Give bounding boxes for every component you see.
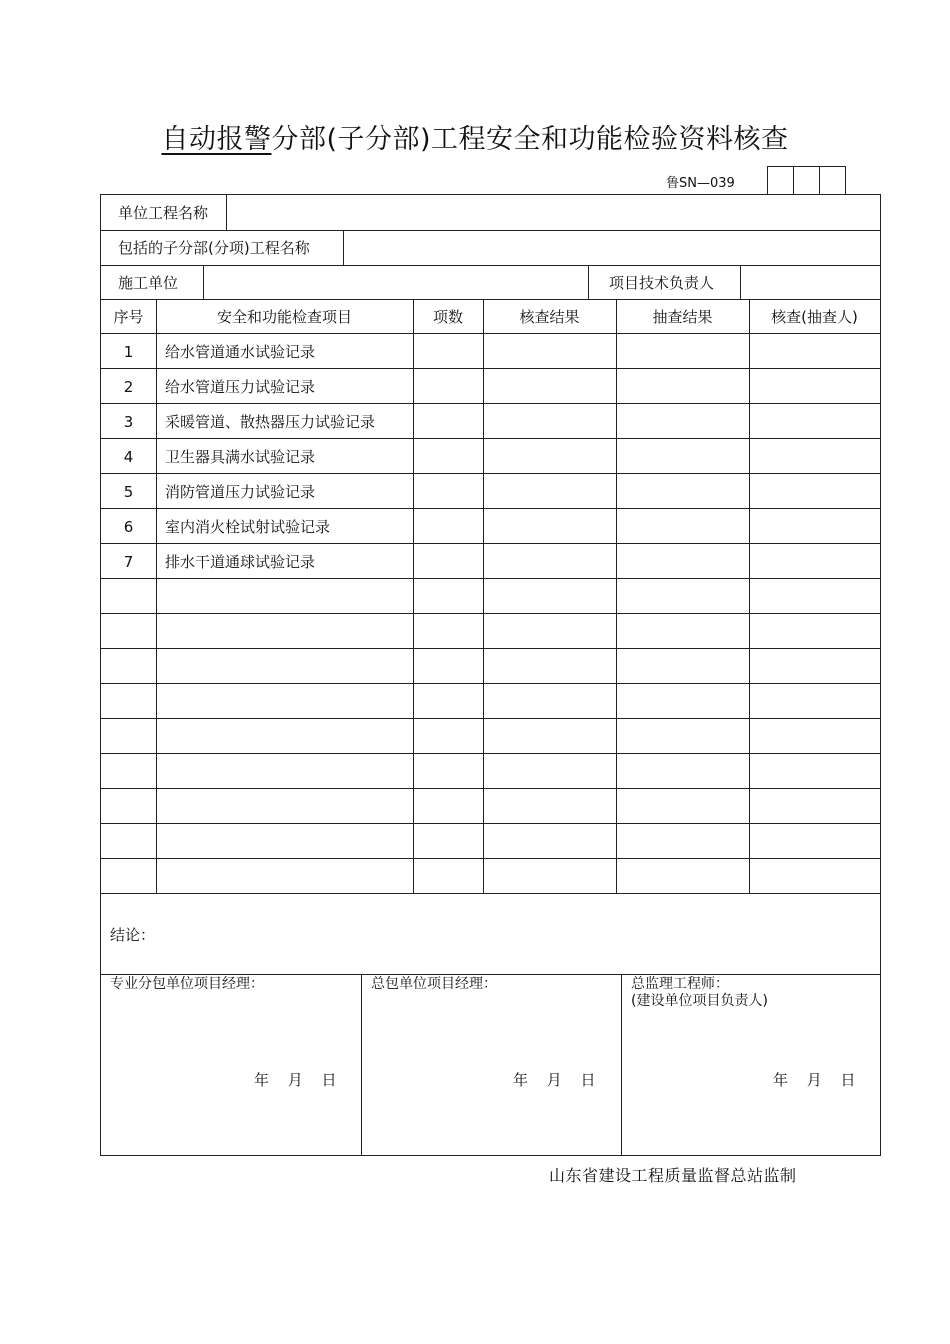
unit-project-field[interactable]	[227, 195, 880, 230]
check-result-field[interactable]	[484, 474, 616, 509]
inspector-field[interactable]	[750, 404, 880, 439]
row-number	[101, 684, 156, 719]
row-number: 6	[123, 517, 134, 536]
sub-project-field[interactable]	[344, 230, 880, 265]
code-box[interactable]	[794, 167, 820, 194]
spot-result-field[interactable]	[617, 789, 749, 824]
spot-result-field[interactable]	[617, 684, 749, 719]
sub-project-label: 包括的子分部(分项)工程名称	[118, 239, 310, 257]
spot-result-field[interactable]	[617, 614, 749, 649]
col-header-inspector: 核查(抽查人)	[771, 308, 858, 326]
check-result-field[interactable]	[484, 824, 616, 859]
row-number	[101, 754, 156, 789]
contractor-row	[101, 265, 880, 300]
count-field[interactable]	[414, 754, 483, 789]
title-underlined-part: 自动报警	[161, 124, 272, 155]
check-item: 室内消火栓试射试验记录	[165, 518, 331, 536]
check-result-field[interactable]	[484, 649, 616, 684]
spot-result-field[interactable]	[617, 509, 749, 544]
sub-pm-signature[interactable]	[101, 974, 361, 1155]
chief-supervisor-subtitle: (建设单位项目负责人)	[631, 993, 768, 1009]
chief-supervisor-date: 年 月 日	[773, 1071, 856, 1089]
check-result-field[interactable]	[484, 789, 616, 824]
spot-result-field[interactable]	[617, 579, 749, 614]
spot-result-field[interactable]	[617, 544, 749, 579]
row-number	[101, 579, 156, 614]
tech-lead-label: 项目技术负责人	[609, 273, 715, 292]
row-number	[101, 649, 156, 684]
check-result-field[interactable]	[484, 439, 616, 474]
count-field[interactable]	[414, 509, 483, 544]
sub-project-row	[101, 230, 880, 266]
check-item	[165, 789, 410, 824]
count-field[interactable]	[414, 404, 483, 439]
row-number: 3	[123, 412, 134, 431]
spot-result-field[interactable]	[617, 334, 749, 369]
spot-result-field[interactable]	[617, 439, 749, 474]
col-header-item: 安全和功能检查项目	[216, 308, 352, 326]
contractor-field[interactable]	[204, 265, 588, 299]
count-field[interactable]	[414, 649, 483, 684]
count-field[interactable]	[414, 439, 483, 474]
count-field[interactable]	[414, 369, 483, 404]
row-number	[101, 789, 156, 824]
spot-result-field[interactable]	[617, 369, 749, 404]
check-item	[165, 754, 410, 789]
inspection-form	[100, 194, 881, 1156]
col-header-spot: 抽查结果	[652, 308, 713, 326]
count-field[interactable]	[414, 859, 483, 894]
spot-result-field[interactable]	[617, 404, 749, 439]
inspector-field[interactable]	[750, 649, 880, 684]
count-field[interactable]	[414, 824, 483, 859]
sub-pm-date: 年 月 日	[254, 1071, 337, 1089]
general-pm-label: 总包单位项目经理：	[371, 976, 497, 992]
check-result-field[interactable]	[484, 719, 616, 754]
inspector-field[interactable]	[750, 859, 880, 894]
check-result-field[interactable]	[484, 404, 616, 439]
count-field[interactable]	[414, 614, 483, 649]
inspector-field[interactable]	[750, 789, 880, 824]
count-field[interactable]	[414, 579, 483, 614]
check-item	[165, 824, 410, 859]
unit-project-row	[101, 195, 880, 231]
col-header-check: 核查结果	[519, 308, 580, 326]
sub-pm-label: 专业分包单位项目经理：	[110, 976, 264, 992]
check-item	[165, 614, 410, 649]
count-field[interactable]	[414, 474, 483, 509]
spot-result-field[interactable]	[617, 474, 749, 509]
count-field[interactable]	[414, 544, 483, 579]
inspector-field[interactable]	[750, 684, 880, 719]
check-result-field[interactable]	[484, 684, 616, 719]
check-item: 采暖管道、散热器压力试验记录	[165, 413, 376, 431]
inspector-field[interactable]	[750, 334, 880, 369]
count-field[interactable]	[414, 684, 483, 719]
chief-supervisor-signature[interactable]	[622, 974, 880, 1155]
check-item	[165, 859, 410, 894]
inspector-field[interactable]	[750, 474, 880, 509]
inspector-field[interactable]	[750, 614, 880, 649]
row-number	[101, 859, 156, 894]
check-item: 排水干道通球试验记录	[165, 553, 316, 571]
tech-lead-field[interactable]	[741, 265, 880, 299]
count-field[interactable]	[414, 719, 483, 754]
table-column-divider	[156, 299, 157, 894]
row-number: 2	[123, 377, 134, 396]
spot-result-field[interactable]	[617, 754, 749, 789]
check-item: 卫生器具满水试验记录	[165, 448, 316, 466]
check-item	[165, 719, 410, 754]
spot-result-field[interactable]	[617, 824, 749, 859]
inspector-field[interactable]	[750, 439, 880, 474]
inspector-field[interactable]	[750, 754, 880, 789]
contractor-label: 施工单位	[118, 273, 179, 292]
spot-result-field[interactable]	[617, 859, 749, 894]
code-boxes	[767, 166, 846, 194]
check-result-field[interactable]	[484, 369, 616, 404]
inspector-field[interactable]	[750, 544, 880, 579]
check-item: 给水管道压力试验记录	[165, 378, 316, 396]
check-table	[101, 299, 880, 894]
inspector-field[interactable]	[750, 579, 880, 614]
code-box[interactable]	[768, 167, 794, 194]
check-result-field[interactable]	[484, 544, 616, 579]
conclusion-label: 结论：	[110, 926, 156, 944]
check-item	[165, 684, 410, 719]
chief-supervisor-label	[631, 976, 768, 1010]
row-number: 1	[123, 342, 134, 361]
row-number: 5	[123, 482, 134, 501]
check-item	[165, 579, 410, 614]
general-pm-signature[interactable]	[362, 974, 621, 1155]
form-code: 鲁SN—039	[666, 176, 735, 191]
check-result-field[interactable]	[484, 614, 616, 649]
check-item: 消防管道压力试验记录	[165, 483, 316, 501]
chief-supervisor-title: 总监理工程师：	[631, 976, 729, 992]
conclusion-area[interactable]	[101, 894, 880, 975]
title-rest: 分部(子分部)工程安全和功能检验资料核查	[271, 124, 789, 155]
check-result-field[interactable]	[484, 859, 616, 894]
unit-project-label: 单位工程名称	[118, 204, 209, 222]
document-title	[0, 120, 950, 160]
check-item: 给水管道通水试验记录	[165, 343, 316, 361]
spot-result-field[interactable]	[617, 719, 749, 754]
inspector-field[interactable]	[750, 369, 880, 404]
check-result-field[interactable]	[484, 754, 616, 789]
check-result-field[interactable]	[484, 509, 616, 544]
inspector-field[interactable]	[750, 509, 880, 544]
count-field[interactable]	[414, 334, 483, 369]
col-header-count: 项数	[432, 308, 463, 326]
col-header-no: 序号	[113, 308, 144, 326]
spot-result-field[interactable]	[617, 649, 749, 684]
inspector-field[interactable]	[750, 824, 880, 859]
check-item	[165, 649, 410, 684]
code-box[interactable]	[820, 167, 845, 194]
check-result-field[interactable]	[484, 579, 616, 614]
footer-issuer: 山东省建设工程质量监督总站监制	[549, 1166, 797, 1185]
row-number: 4	[123, 447, 134, 466]
general-pm-date: 年 月 日	[513, 1071, 596, 1089]
count-field[interactable]	[414, 789, 483, 824]
check-result-field[interactable]	[484, 334, 616, 369]
row-number	[101, 824, 156, 859]
row-number	[101, 614, 156, 649]
row-number	[101, 719, 156, 754]
row-number: 7	[123, 552, 134, 571]
inspector-field[interactable]	[750, 719, 880, 754]
